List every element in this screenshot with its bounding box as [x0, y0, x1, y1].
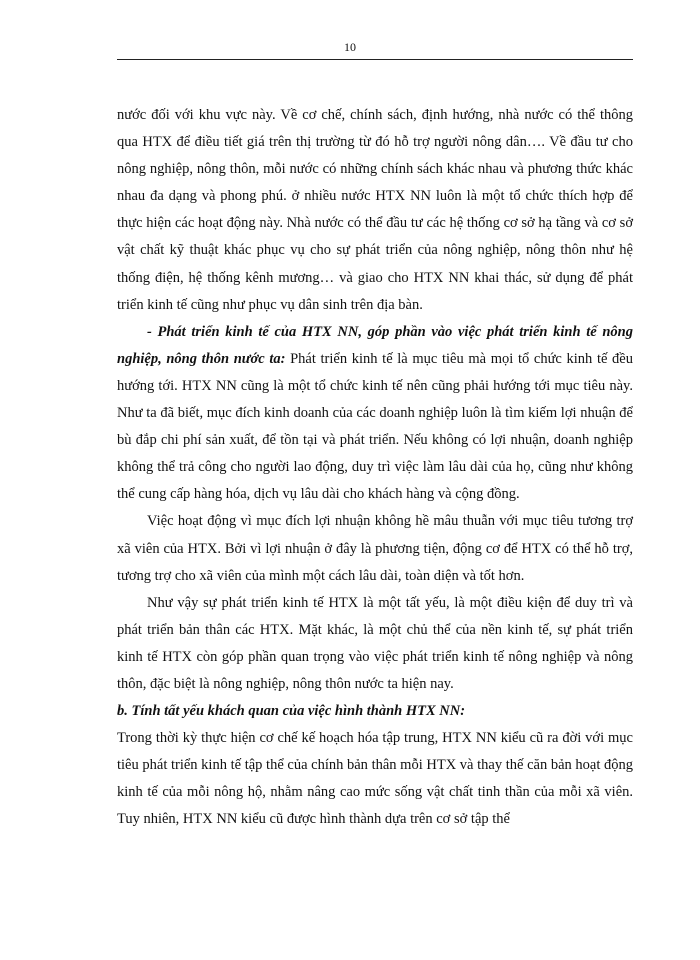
paragraph-2-lead: - Phát triển kinh tế của HTX NN, góp phần vào việc phát triển kinh tế nông nghiệp, nông thôn nước ta: [117, 323, 633, 367]
paragraph-3: Việc hoạt động vì mục đích lợi nhuận không hề mâu thuẫn với mục tiêu tương trợ xã viên của HTX. Bởi vì lợi nhuận ở đây là phương tiện, động cơ để HTX có thể hỗ trợ, tương trợ cho xã viên của mình một cách lâu dài, toàn diện và tốt hơn. [117, 513, 633, 584]
paragraph-5: Trong thời kỳ thực hiện cơ chế kế hoạch hóa tập trung, HTX NN kiểu cũ ra đời với mục tiêu phát triển kinh tế tập thể của chính bản thân mỗi HTX và thay thế căn bản hoạt động kinh tế của mỗi nông hộ, nhằm nâng cao mức sống vật chất tinh thần của mỗi xã viên. Tuy nhiên, HTX NN kiểu cũ được hình thành dựa trên cơ sở tập thể [117, 730, 633, 828]
paragraph-1: nước đối với khu vực này. Về cơ chế, chính sách, định hướng, nhà nước có thể thông qua HTX để điều tiết giá trên thị trường từ đó hỗ trợ người nông dân…. Về đầu tư cho nông nghiệp, nông thôn, mỗi nước có những chính sách khác nhau và phương thức khác nhau đa dạng và phong phú. ở nhiều nước HTX NN luôn là một tổ chức thích hợp để thực hiện các hoạt động này. Nhà nước có thể đầu tư các hệ thống cơ sở hạ tầng và cơ sở vật chất kỹ thuật khác phục vụ cho sự phát triển của nông nghiệp, nông thôn như hệ thống điện, hệ thống kênh mương… và giao cho HTX NN khai thác, sử dụng để phát triển kinh tế cũng như phục vụ dân sinh trên địa bàn. [117, 107, 633, 313]
page-number: 10 [344, 40, 356, 54]
document-body [117, 102, 633, 834]
paragraph-4: Như vậy sự phát triển kinh tế HTX là một tất yếu, là một điều kiện để duy trì và phát triển bản thân các HTX. Mặt khác, là một chủ thể của nền kinh tế, sự phát triển kinh tế HTX còn góp phần quan trọng vào việc phát triển kinh tế nông nghiệp và nông thôn, đặc biệt là nông nghiệp, nông thôn nước ta hiện nay. [117, 594, 633, 692]
header-rule [117, 59, 633, 60]
section-heading-b: b. Tính tất yếu khách quan của việc hình thành HTX NN: [117, 703, 466, 720]
paragraph-2-text: Phát triển kinh tế là mục tiêu mà mọi tổ chức kinh tế đều hướng tới. HTX NN cũng là một tổ chức kinh tế nên cũng phải hướng tới mục tiêu này. Như ta đã biết, mục đích kinh doanh của các doanh nghiệp luôn là tìm kiếm lợi nhuận để bù đắp chi phí sản xuất, để tồn tại và phát triển. Nếu không có lợi nhuận, doanh nghiệp không thể trả công cho người lao động, duy trì việc làm lâu dài của họ, cũng như không thể cung cấp hàng hóa, dịch vụ lâu dài cho khách hàng và cộng đồng. [117, 350, 633, 503]
paragraph-2 [117, 319, 633, 509]
